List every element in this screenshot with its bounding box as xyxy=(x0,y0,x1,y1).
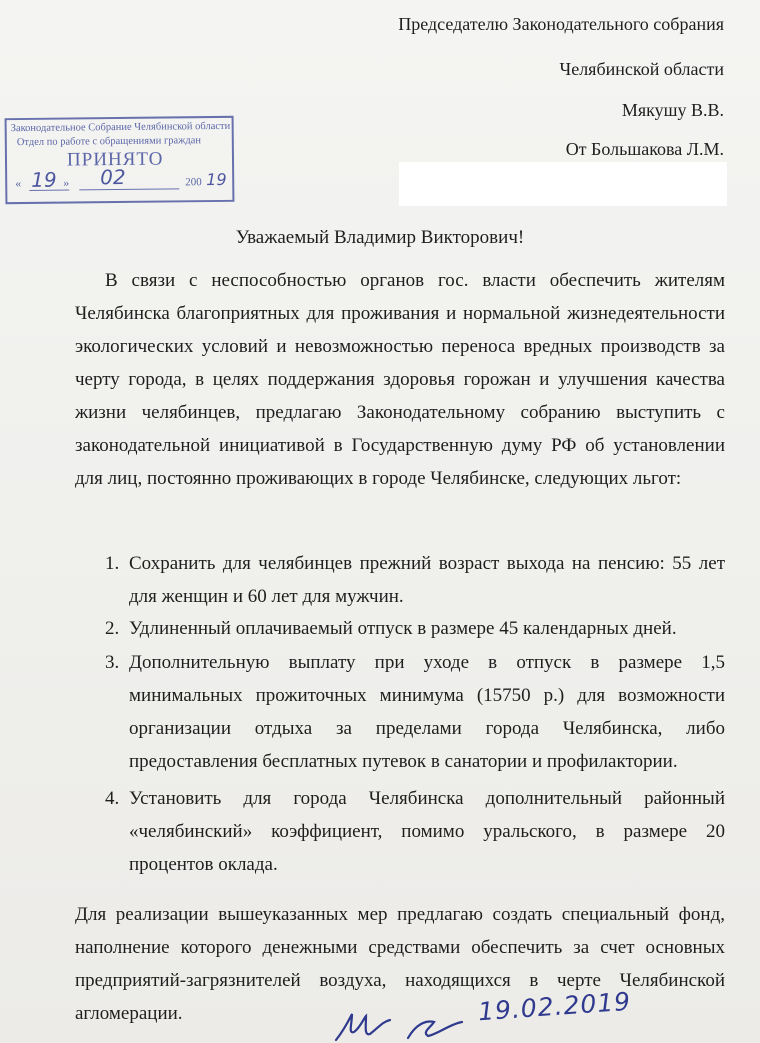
stamp-day: 19 xyxy=(31,167,57,192)
stamp-quote-close: » xyxy=(63,175,70,190)
list-item-number: 2. xyxy=(105,618,120,639)
greeting: Уважаемый Владимир Викторович! xyxy=(235,227,525,248)
stamp-quote-open: « xyxy=(15,176,22,191)
addressee-line-2: Челябинской области xyxy=(559,59,724,79)
handwritten-date: 19.02.2019 xyxy=(477,986,632,1027)
closing-paragraph: Для реализации вышеуказанных мер предлагаю создать специальный фонд, наполнение которого денежными средствами обеспечить за счет основных предприятий-загрязнителей воздуха, находящихся в черте Челябинской агломерации. xyxy=(75,904,725,1024)
stamp-month-line xyxy=(79,188,179,190)
signature xyxy=(330,1010,470,1043)
addressee-line-3: Мякушу В.В. xyxy=(621,100,724,120)
list-item-number: 1. xyxy=(105,553,120,574)
list-item-number: 4. xyxy=(105,788,120,809)
stamp-dept: Отдел по работе с обращениями граждан xyxy=(16,135,202,149)
list-item-text: Удлиненный оплачиваемый отпуск в размере 45 календарных дней. xyxy=(129,618,677,639)
received-stamp xyxy=(5,116,235,204)
list-item-number: 3. xyxy=(105,652,120,673)
sender-line: От Большакова Л.М. xyxy=(565,139,724,159)
stamp-year-handwritten: 19 xyxy=(206,169,227,190)
redacted-block xyxy=(399,162,727,206)
stamp-month: 02 xyxy=(100,164,126,190)
stamp-day-line xyxy=(29,190,69,191)
list-item-text: Сохранить для челябинцев прежний возраст выхода на пенсию: 55 лет для женщин и 60 лет для мужчин. xyxy=(129,553,725,607)
intro-paragraph: В связи с неспособностью органов гос. власти обеспечить жителям Челябинска благоприятных для проживания и нормальной жизнедеятельности экологических условий и невозможностью переноса вредных производств за черту города, в целях поддержания здоровья горожан и улучшения качества жизни челябинцев, предлагаю Законодательному собранию выступить с законодательной инициативой в Государственную думу РФ об установлении для лиц, постоянно проживающих в городе Челябинске, следующих льгот: xyxy=(75,270,725,489)
stamp-year-prefix: 200 xyxy=(185,176,202,189)
stamp-org: Законодательное Собрание Челябинской области xyxy=(10,120,231,135)
list-item-text: Дополнительную выплату при уходе в отпуск в размере 1,5 минимальных прожиточных минимума (15750 р.) для возможности организации отдыха за пределами города Челябинска, либо предоставления бесплатных путевок в санатории и профилактории. xyxy=(129,652,725,772)
addressee-line-1: Председателю Законодательного собрания xyxy=(398,14,724,34)
stamp-status: ПРИНЯТО xyxy=(66,148,164,171)
list-item-text: Установить для города Челябинска дополнительный районный «челябинский» коэффициент, помимо уральского, в размере 20 процентов оклада. xyxy=(129,788,725,875)
